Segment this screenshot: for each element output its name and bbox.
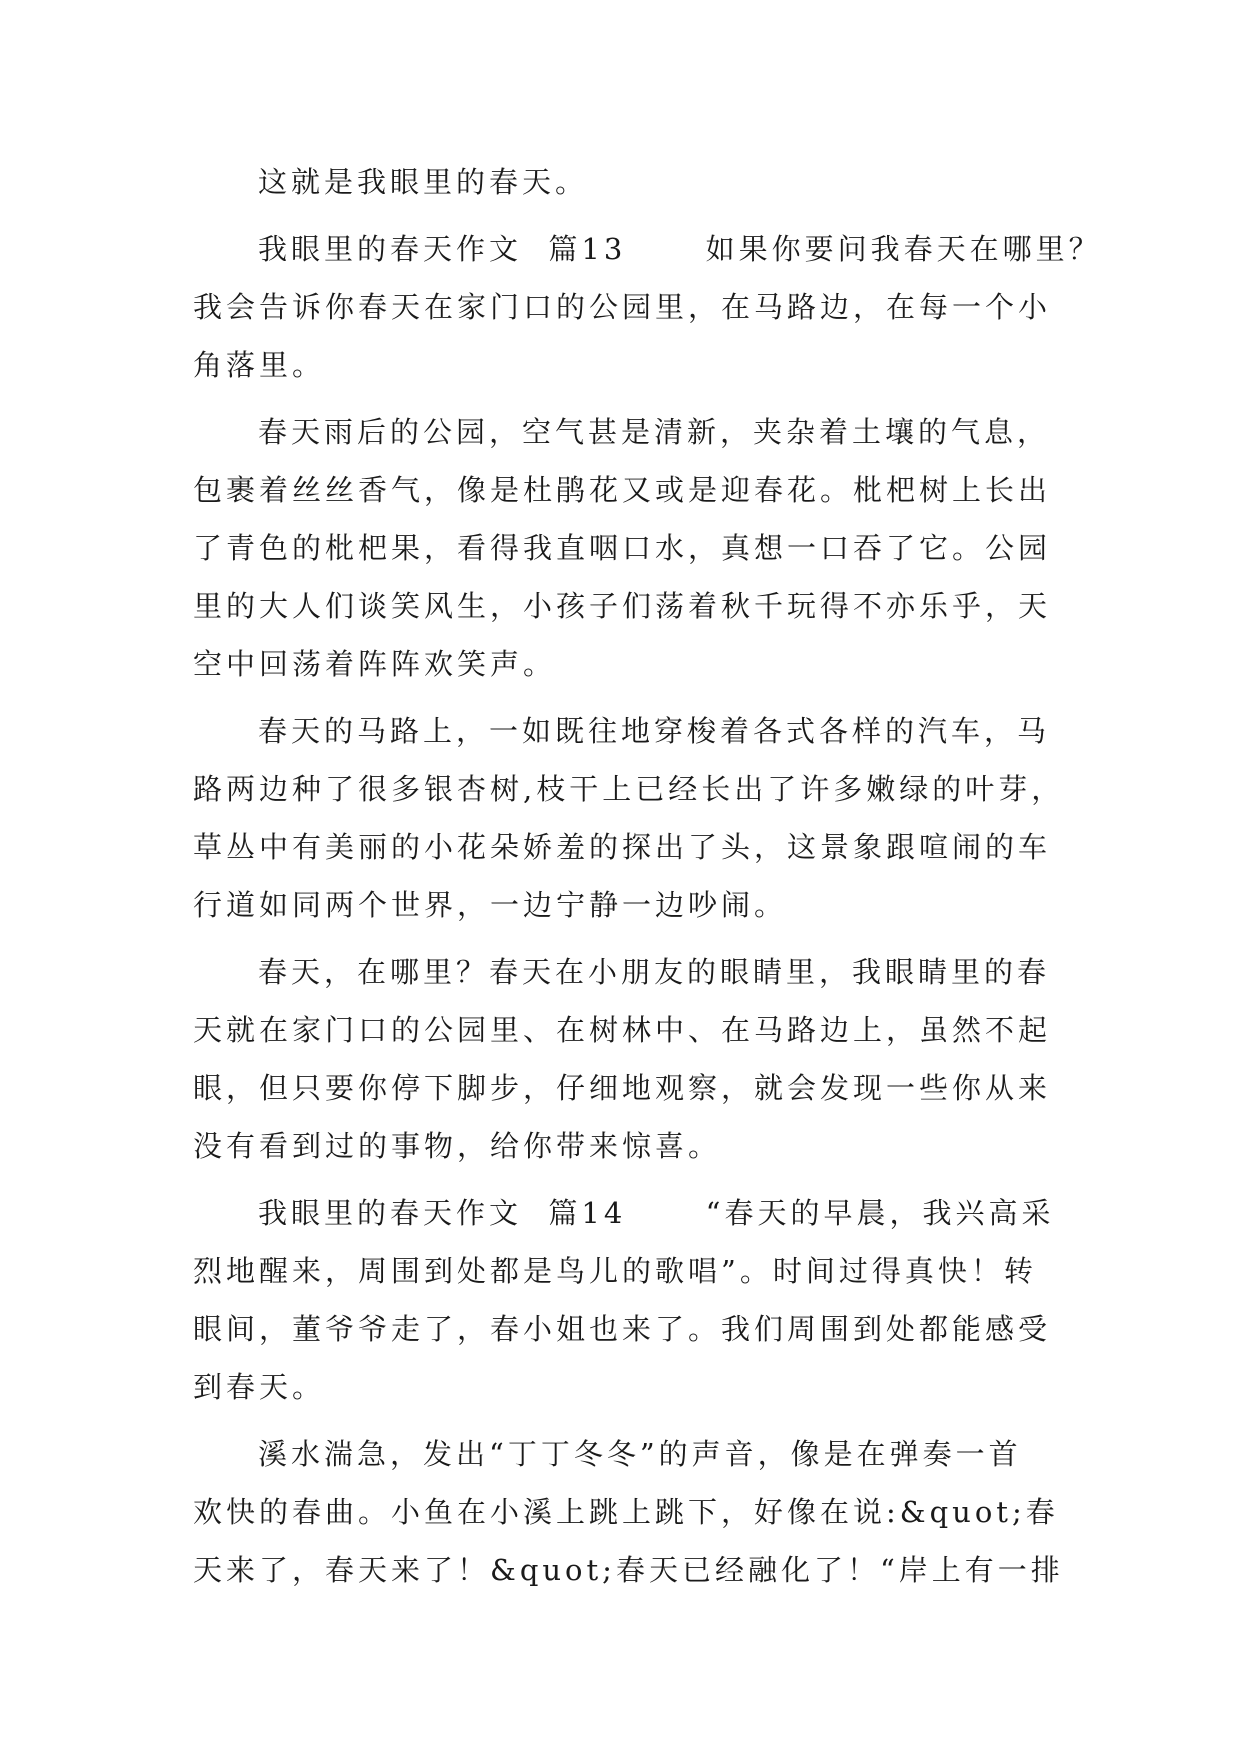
paragraph-line: 烈地醒来，周围到处都是鸟儿的歌唱”。时间过得真快！转 [193, 1254, 1037, 1288]
paragraph-line: 包裹着丝丝香气，像是杜鹃花又或是迎春花。枇杷树上长出 [193, 473, 1052, 507]
paragraph-line: 路两边种了很多银杏树,枝干上已经长出了许多嫩绿的叶芽， [193, 772, 1065, 806]
paragraph-line: 了青色的枇杷果，看得我直咽口水，真想一口吞了它。公园 [193, 531, 1052, 565]
paragraph-line: 我会告诉你春天在家门口的公园里，在马路边，在每一个小 [193, 290, 1052, 324]
paragraph-line: 天来了，春天来了！&quot;春天已经融化了！“岸上有一排 [193, 1553, 1064, 1587]
paragraph-line: 春天雨后的公园，空气甚是清新，夹杂着土壤的气息， [258, 415, 1051, 449]
paragraph-line: 欢快的春曲。小鱼在小溪上跳上跳下，好像在说:&quot;春 [193, 1495, 1059, 1529]
paragraph-line: 春天的马路上，一如既往地穿梭着各式各样的汽车，马 [258, 714, 1051, 748]
article-body [193, 153, 1102, 1599]
paragraph-line: 春天，在哪里？春天在小朋友的眼睛里，我眼睛里的春 [258, 955, 1051, 989]
section-heading-line: 我眼里的春天作文 篇14 “春天的早晨，我兴高采 [258, 1196, 1055, 1230]
paragraph-line: 行道如同两个世界，一边宁静一边吵闹。 [193, 888, 788, 922]
paragraph-line: 眼间，董爷爷走了，春小姐也来了。我们周围到处都能感受 [193, 1312, 1052, 1346]
paragraph-line: 天就在家门口的公园里、在树林中、在马路边上，虽然不起 [193, 1013, 1052, 1047]
paragraph-line: 溪水湍急，发出“丁丁冬冬”的声音，像是在弹奏一首 [258, 1437, 1022, 1471]
paragraph-line: 草丛中有美丽的小花朵娇羞的探出了头，这景象跟喧闹的车 [193, 830, 1052, 864]
paragraph-line: 没有看到过的事物，给你带来惊喜。 [193, 1129, 722, 1163]
paragraph-line: 角落里。 [193, 348, 326, 382]
section-heading-line: 我眼里的春天作文 篇13 如果你要问我春天在哪里？ [258, 232, 1102, 266]
paragraph-line: 到春天。 [193, 1370, 326, 1404]
paragraph-line: 空中回荡着阵阵欢笑声。 [193, 647, 557, 681]
paragraph-line: 这就是我眼里的春天。 [258, 165, 589, 199]
paragraph-line: 眼，但只要你停下脚步，仔细地观察，就会发现一些你从来 [193, 1071, 1052, 1105]
paragraph-line: 里的大人们谈笑风生，小孩子们荡着秋千玩得不亦乐乎，天 [193, 589, 1052, 623]
